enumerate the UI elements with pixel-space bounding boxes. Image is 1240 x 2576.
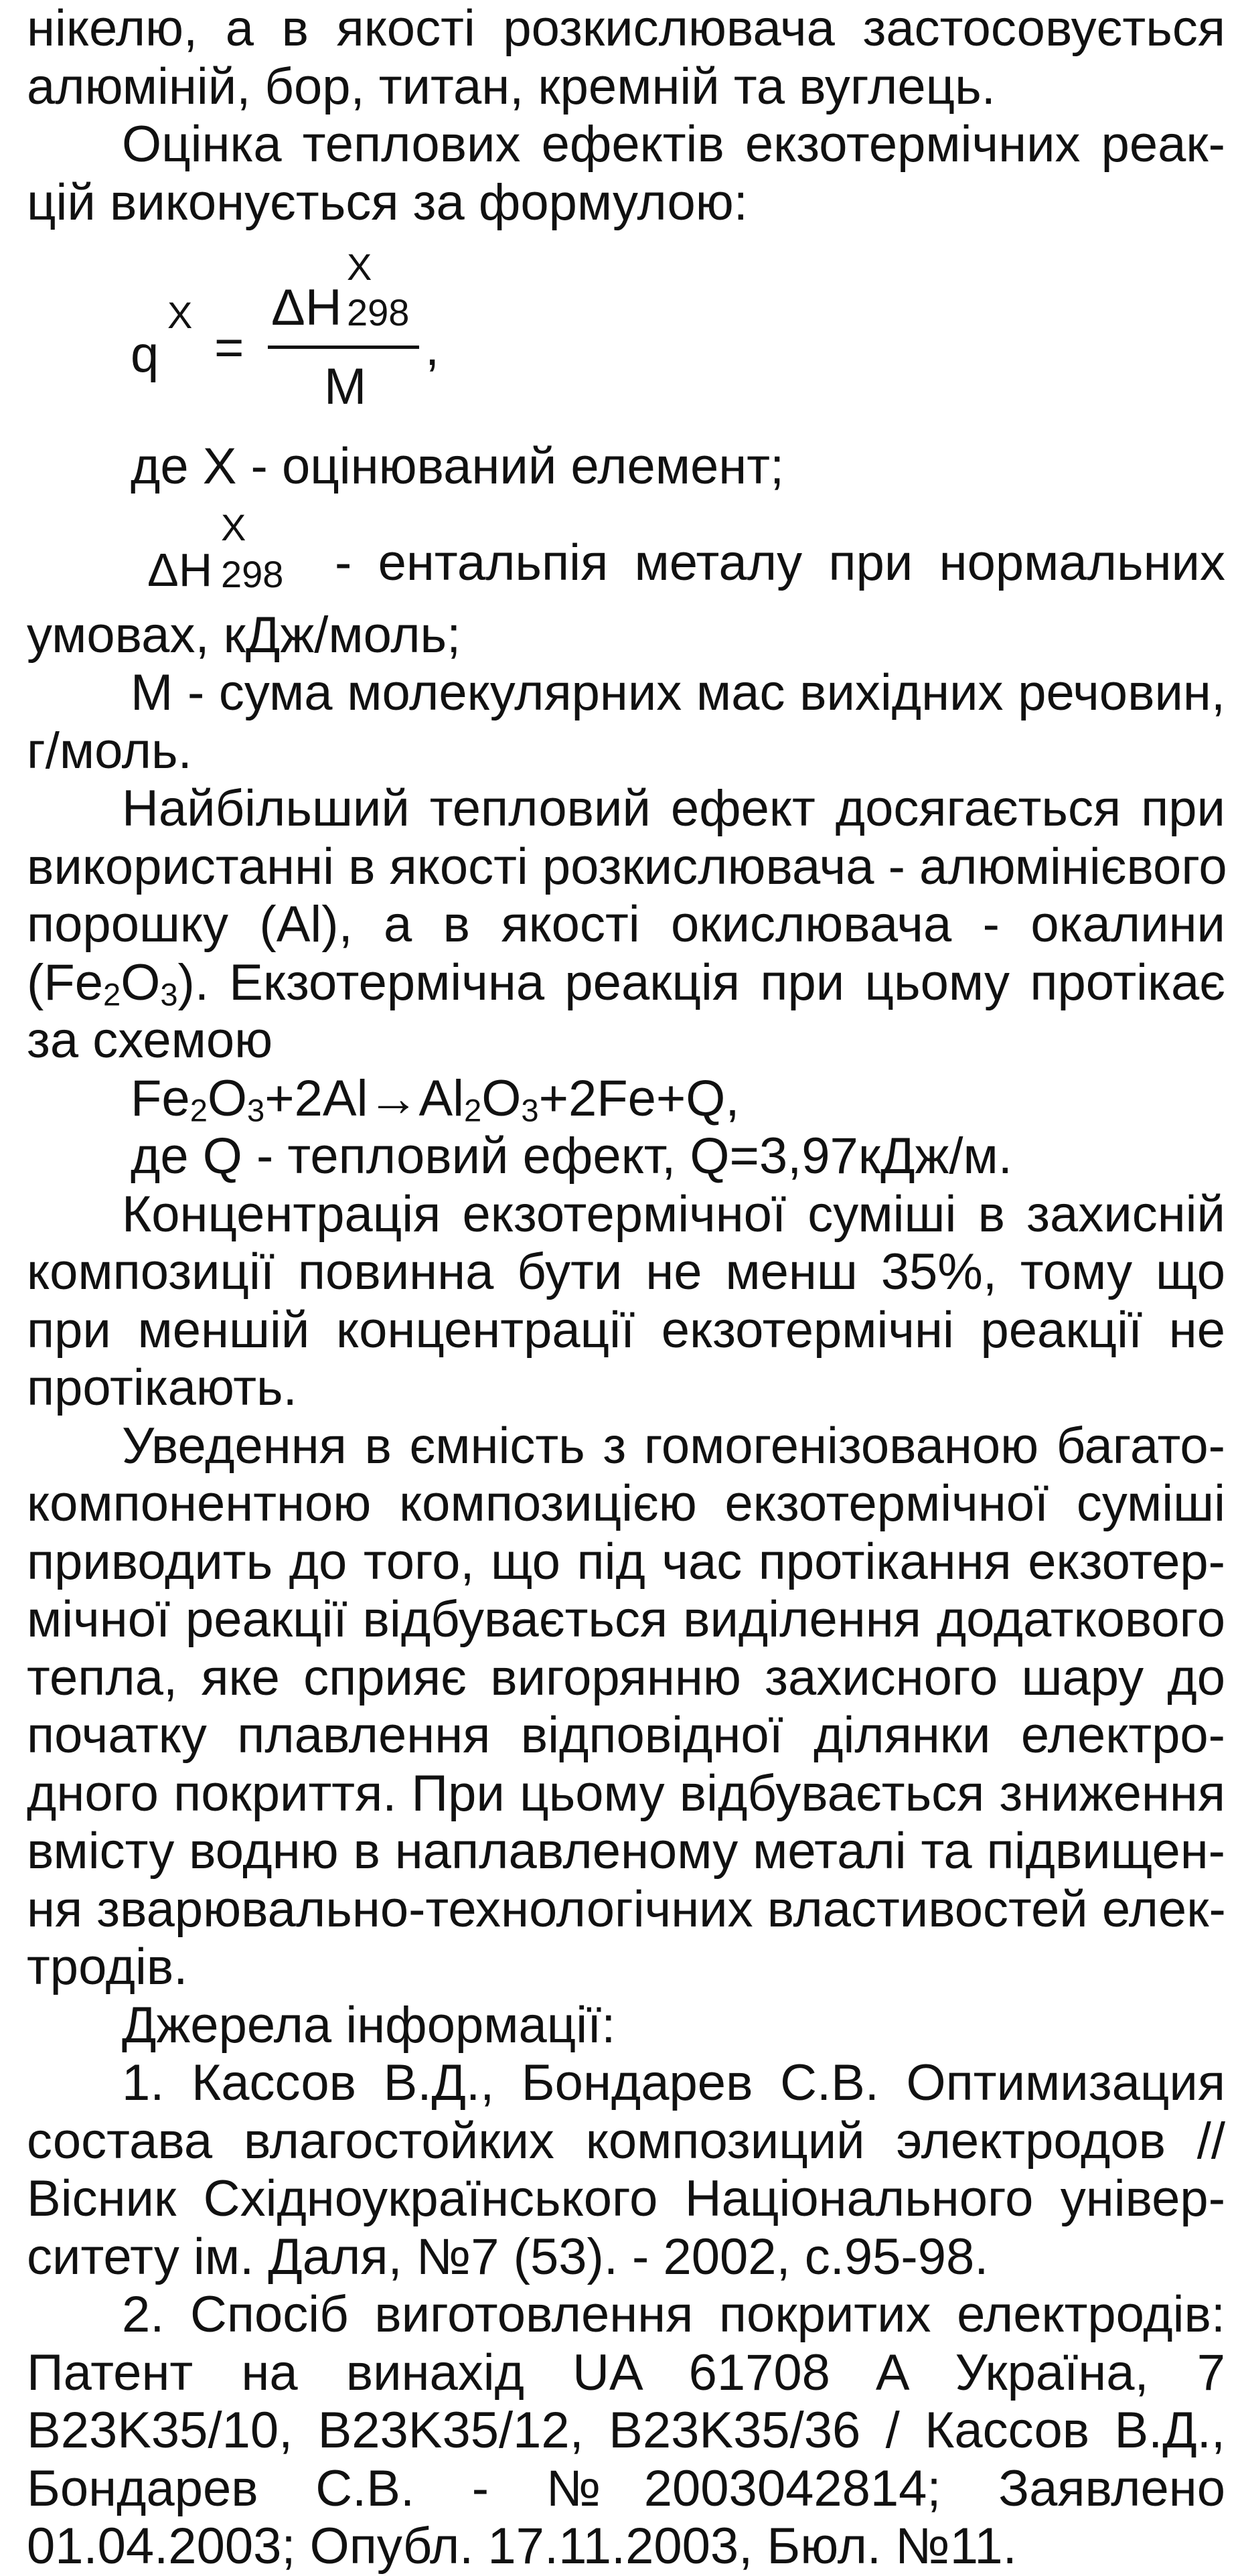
text-line: Оцінка теплових ефектів екзотермічних реак- (122, 116, 1225, 173)
text-line: мічної реакції відбувається виділення додаткового (27, 1591, 1225, 1648)
text-line: порошку (Al), а в якості окислювача - окалини (27, 896, 1225, 953)
document-page (27, 0, 1225, 2576)
text-line: композиції повинна бути не менш 35%, тому що (27, 1243, 1225, 1300)
paragraph-introduction-effect (27, 1418, 1225, 1997)
formula-denominator: M (324, 358, 367, 415)
formula-q: q (131, 326, 159, 383)
sources-section (27, 1997, 1225, 2576)
text-line: тродів. (27, 1939, 188, 1995)
text-line: Концентрація екзотермічної суміші в захисній (122, 1185, 1225, 1243)
text-line: цій виконується за формулою: (27, 173, 748, 231)
formula-numerator-superscript: X (347, 246, 372, 288)
text-line: Бондарев С.В. - №2003042814; Заявлено (27, 2459, 1225, 2517)
text-line: використанні в якості розкислювача - алюмінієвого (27, 838, 1227, 895)
text-line: B23K35/10, B23K35/12, B23K35/36 / Кассов В.Д., (27, 2402, 1225, 2459)
definition-q: де Q - тепловий ефект, Q=3,97кДж/м. (131, 1128, 1012, 1185)
text-line: 01.04.2003; Опубл. 17.11.2003, Бюл. №11. (27, 2518, 1017, 2575)
formula-q-superscript: X (167, 294, 193, 336)
formula-equals: = (214, 319, 244, 376)
text-line: при меншій концентрації екзотермічні реакції не (27, 1301, 1225, 1359)
formula-numerator: ΔH (271, 279, 342, 336)
text-line: Вісник Східноукраїнського Національного універ- (27, 2170, 1225, 2227)
enthalpy-superscript: X (221, 506, 246, 548)
text-line: 1. Кассов В.Д., Бондарев С.В. Оптимизация (122, 2054, 1225, 2111)
text-line: нікелю, а в якості розкислювача застосовується (27, 0, 1225, 57)
formula-comma: , (425, 319, 440, 376)
reaction-arrow: → (368, 1069, 419, 1127)
text-line: компонентною композицією екзотермічної суміші (27, 1475, 1225, 1532)
reaction-equation: $Fe_2O_3+2Al\to Al_2O_3+2Fe+Q$, (131, 1069, 740, 1128)
text-line: умовах, кДж/моль; (27, 606, 461, 664)
paragraph-max-effect (27, 780, 1225, 1070)
text-line: тепла, яке сприяє вигорянню захисного шару до (27, 1649, 1225, 1706)
text-line: 2. Спосіб виготовлення покритих електродів: (122, 2286, 1225, 2343)
text-line: алюміній, бор, титан, кремній та вуглець. (27, 58, 996, 115)
enthalpy-symbol: ΔH (147, 543, 213, 596)
text-line: $(Fe_2O_3)$. Екзотермічна реакція при цьому протікає (27, 954, 1225, 1012)
enthalpy-subscript: 298 (221, 552, 284, 595)
fraction-bar (268, 346, 419, 349)
definition-m: М - сума молекулярних мас вихідних речовин, (131, 664, 1225, 721)
text-line: состава влагостойких композиций электродов // (27, 2112, 1225, 2170)
sources-heading: Джерела інформації: (122, 1996, 616, 2054)
text-line: Патент на винахід UA 61708 A Україна, 7 (27, 2344, 1225, 2401)
text-line: Уведення в ємність з гомогенізованою багато- (122, 1417, 1225, 1474)
reference-2 (27, 2286, 1225, 2576)
text-line: ситету ім. Даля, №7 (53). - 2002, с.95-98. (27, 2228, 989, 2285)
reference-1 (27, 2054, 1225, 2286)
heat-effect-formula (27, 232, 1225, 438)
definition-enthalpy (27, 496, 1225, 607)
text-line: приводить до того, що під час протікання екзотер- (27, 1533, 1225, 1590)
text-line: дного покриття. При цьому відбувається зниження (27, 1764, 1225, 1822)
text-line: г/моль. (27, 722, 192, 779)
text-line: Найбільший тепловий ефект досягається при (122, 780, 1225, 837)
formula-numerator-subscript: 298 (347, 291, 410, 333)
text-line: ня зварювально-технологічних властивостей елек- (27, 1880, 1226, 1938)
paragraph-formula-intro (27, 116, 1225, 232)
text-line: початку плавлення відповідної ділянки електро- (27, 1707, 1225, 1764)
enthalpy-description: - ентальпія металу при нормальних (335, 534, 1225, 591)
paragraph-continuation (27, 0, 1225, 116)
text-line: за схемою (27, 1012, 273, 1069)
definition-x: де X - оцінюваний елемент; (131, 438, 785, 495)
text-line: вмісту водню в наплавленому металі та підвищен- (27, 1823, 1225, 1880)
text-line: протікають. (27, 1359, 297, 1416)
paragraph-concentration (27, 1186, 1225, 1418)
